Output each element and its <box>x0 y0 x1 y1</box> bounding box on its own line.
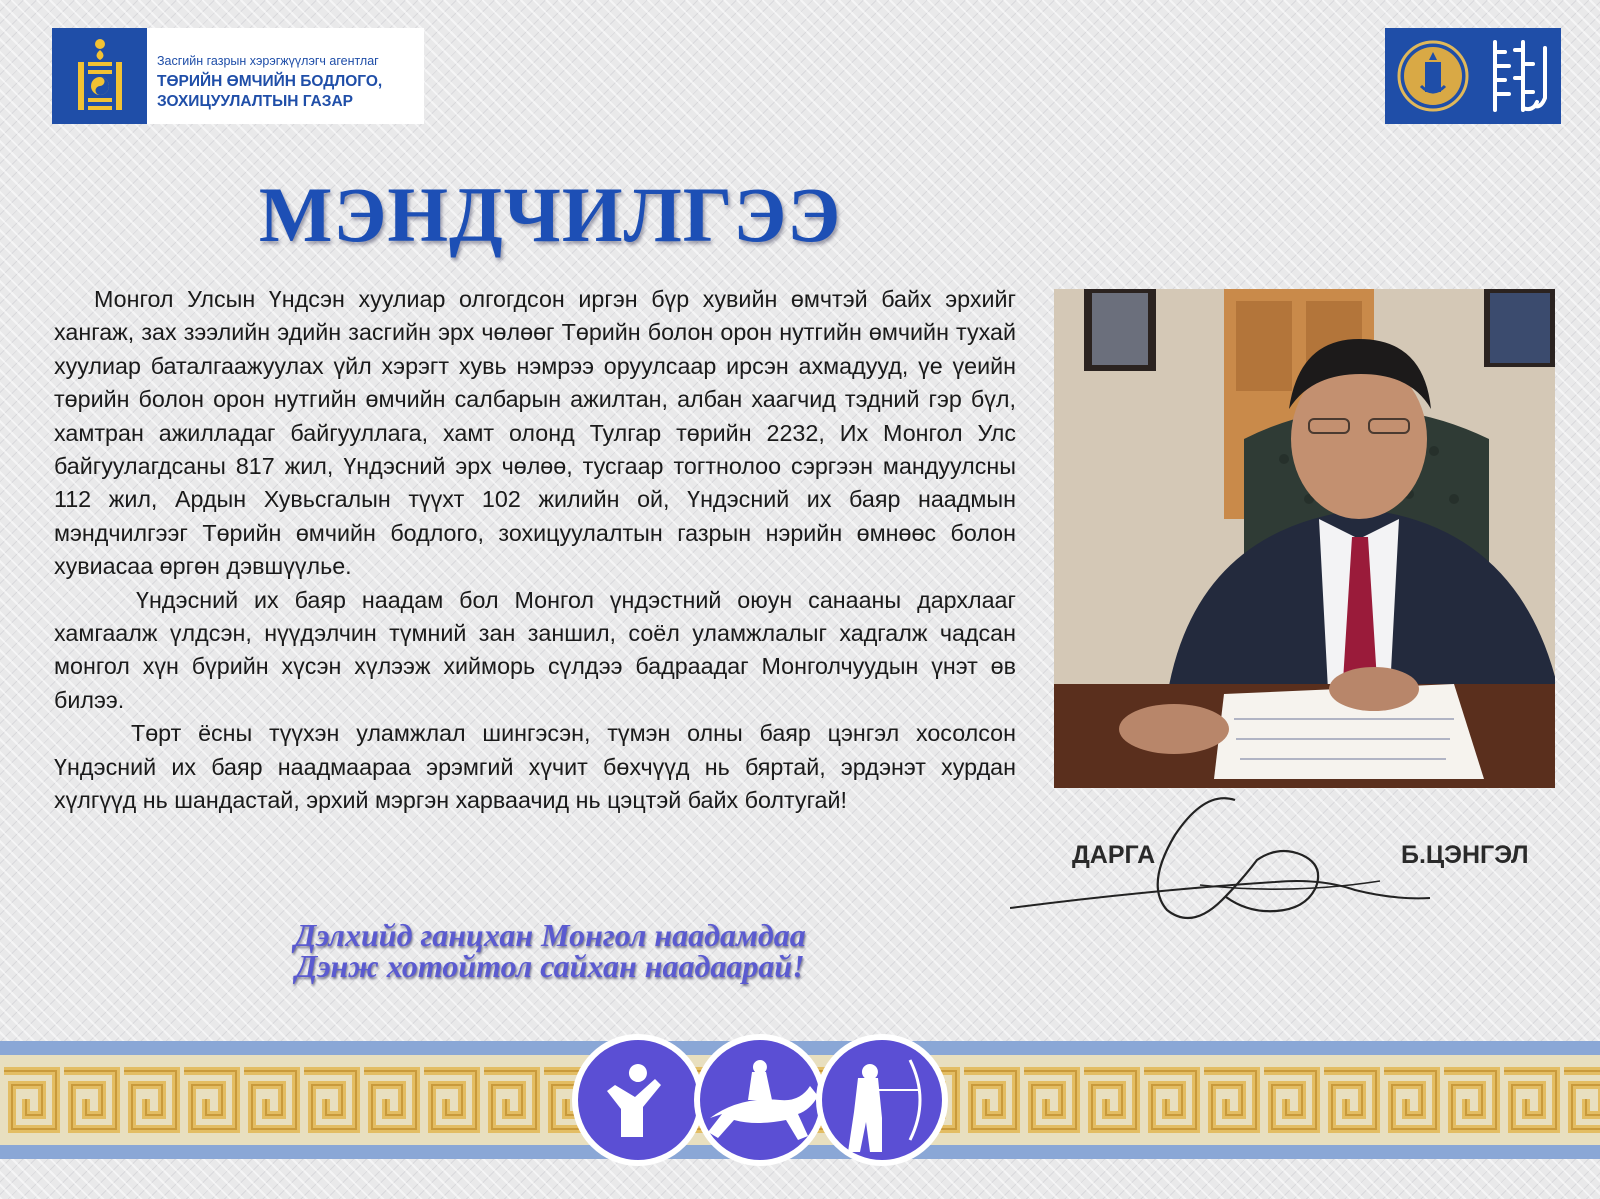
agency-name <box>147 28 424 124</box>
page-title: МЭНДЧИЛГЭЭ <box>258 171 842 258</box>
signatory-position: ДАРГА <box>1072 841 1156 869</box>
greeting-paragraph: Монгол Улсын Үндсэн хуулиар олгогдсон иргэн бүр хувийн өмчтэй байх эрхийг хангаж, зах зээлийн эдийн засгийн эрх чөлөөг Төрийн болон орон нутгийн өмчийн тухай хуулиар баталгаажуулах үйл хэрэгт хувь нэмрээ оруулсаар ирсэн ахмадууд, үе үеийн төрийн болон орон нутгийн өмчийн салбарын ажилтан, албан хаагчид тэдний гэр бүл, хамтран ажилладаг байгууллага, хамт олонд Тулгар төрийн 2232, Их Монгол Улс байгуулагдсаны 817 жил, Үндэсний эрх чөлөө, тусгаар тогтнолоо сэргээн мандуулсны 112 жил, Ардын Хувьсгалын түүхт 102 жилийн ой, Үндэсний их баяр наадмын мэндчилгээг Төрийн өмчийн бодлого, зохицуулалтын газрын нэрийн өмнөөс болон хувиасаа өргөн дэвшүүлье. <box>54 286 1016 580</box>
slogan-line: Дэлхийд ганцхан Монгол наадамдаа <box>294 917 806 953</box>
slogan-line: Дэнж хотойтол сайхан наадаарай! <box>295 948 805 984</box>
horse-rider-icon <box>694 1034 826 1166</box>
mongolian-script-emblem-icon <box>1385 28 1561 124</box>
closing-slogan <box>200 917 900 984</box>
sports-medallions <box>570 1030 950 1170</box>
agency-subtitle: Засгийн газрын хэрэгжүүлэгч агентлаг <box>157 54 379 68</box>
soyombo-emblem-icon <box>52 28 147 124</box>
wrestler-icon <box>572 1034 704 1166</box>
signatory-name: Б.ЦЭНГЭЛ <box>1401 841 1529 869</box>
archer-icon <box>816 1034 948 1166</box>
greeting-paragraph: Үндэсний их баяр наадам бол Монгол үндэстний оюун санааны дархлааг хамгаалж үлдсэн, нүүдэлчин түмний зан заншил, соёл уламжлалыг хадгалж чадсан монгол хүн бүрийн хүсэн хүлээж хийморь сүлдээ бадраадаг Монголчуудын үнэт өв билээ. <box>54 586 1016 713</box>
greeting-paragraph: Төрт ёсны түүхэн уламжлал шингэсэн, түмэн олны баяр цэнгэл хосолсон Үндэсний их баяр наадмаараа эрэмгий хүчит бөхчүүд нь бяртай, эрдэнэт хурдан хүлгүүд нь шандастай, эрхий мэргэн харваачид нь цэцтэй байх болтугай! <box>54 720 1016 814</box>
agency-name-line1: ТӨРИЙН ӨМЧИЙН БОДЛОГО, <box>157 73 383 90</box>
agency-logo <box>52 28 424 124</box>
agency-name-line2: ЗОХИЦУУЛАЛТЫН ГАЗАР <box>157 93 353 110</box>
handwritten-signature <box>1010 790 1430 920</box>
greeting-body <box>54 283 1016 818</box>
director-portrait <box>1054 289 1555 788</box>
